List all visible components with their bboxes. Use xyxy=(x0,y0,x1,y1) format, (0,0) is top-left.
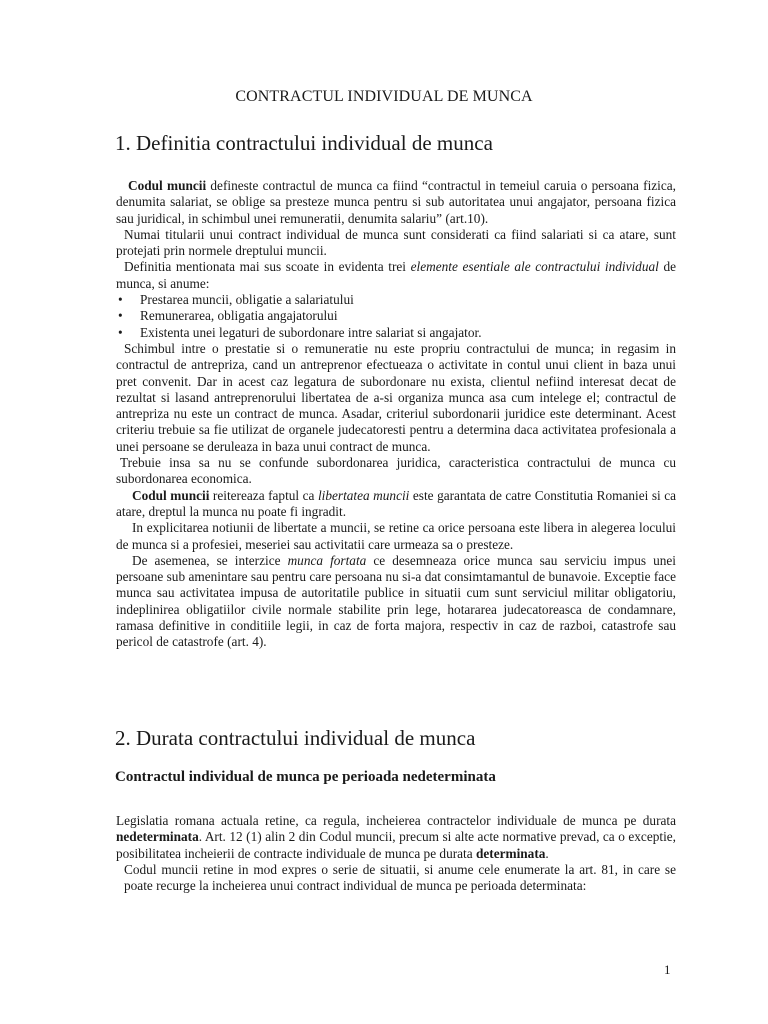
paragraph-libertatea-muncii: Codul muncii reitereaza faptul ca libertatea muncii este garantata de catre Constitutia Romaniei si ca atare, dreptul la munca nu poate fi ingradit. xyxy=(116,487,677,519)
paragraph-antrepriza: Schimbul intre o prestatie si o remuneratie nu este propriu contractului de munca; in regasim in contractul de antrepriza, cand un antreprenor efectueaza o activitate in contul unui client in baza unui pret convenit. Dar in acest caz legatura de subordonare nu exista, clientul nefiind interesat decat de rezultat si lasand antreprenorului libertatea de a-si organiza munca asa cum intelege el; contractul de antrepriza nu este un contract de munca. Asadar, criteriul subordonarii juridice este determinant. Acest criteriu trebuie sa fie utilizat de organele judecatoresti pentru a determina daca activitatea profesionala a unei persoane se deruleaza in baza unui contract de munca. xyxy=(116,340,676,454)
italic-term: munca fortata xyxy=(287,552,367,568)
paragraph-explicitarea: In explicitarea notiunii de libertate a muncii, se retine ca orice persoana este libera in alegerea locului de munca si a profesiei, meseriei sau activitatii care urmeaza sa o presteze. xyxy=(116,520,676,552)
paragraph-legislatia: Legislatia romana actuala retine, ca regula, incheierea contractelor individuale de munca pe durata nedeterminata. Art. 12 (1) alin 2 din Codul muncii, precum si alte acte normative prevad, ca o exceptie, posibilitatea incheierii de contracte individuale de munca pe durata determinata. xyxy=(116,813,676,861)
list-item: • Prestarea muncii, obligatie a salariatului xyxy=(118,292,354,308)
bullet-icon: • xyxy=(118,324,123,340)
paragraph-elemente: Definitia mentionata mai sus scoate in evidenta trei elemente esentiale ale contractului individual de munca, si anume: xyxy=(116,259,676,291)
page-number: 1 xyxy=(664,962,671,977)
paragraph-munca-fortata: De asemenea, se interzice munca fortata ce desemneaza orice munca sau serviciu impus unei persoane sub amenintare sau pentru care persoana nu si-a dat consimtamantul de bunavoie. Exceptie face munca sau activitatea impusa de autoritatile publice in situatii cum sunt serviciul militar obligatoriu, indeplinirea obligatiilor civile normale stabilite prin lege, hotararea judecatoreasca de condamnare, ramasa definitive in conditiile legii, in caz de forta majora, respectiv in caz de razboi, catastrofe sau pericol de catastrofe (art. 4). xyxy=(116,552,677,650)
elements-list xyxy=(116,292,676,341)
document-title: CONTRACTUL INDIVIDUAL DE MUNCA xyxy=(235,88,533,105)
italic-term: elemente esentiale ale contractului individual xyxy=(410,259,659,275)
bullet-icon: • xyxy=(118,308,123,324)
section-2-body xyxy=(116,813,676,894)
section-2-heading: 2. Durata contractului individual de munca xyxy=(115,726,476,750)
bold-term: determinata xyxy=(475,845,546,861)
bullet-icon: • xyxy=(118,292,123,308)
paragraph-art-81: Codul muncii retine in mod expres o serie de situatii, si anume cele enumerate la art. 81, in care se poate recurge la incheierea unui contract individual de munca pe perioada determinata: xyxy=(124,861,676,894)
paragraph-definition: Codul muncii defineste contractul de munca ca fiind “contractul in temeiul caruia o persoana fizica, denumita salariat, se oblige sa presteze munca pentru si sub autoritatea unui angajator, persoana fizica sau juridical, in schimbul unei remuneratii, denumita salariu” (art.10). xyxy=(116,178,677,226)
paragraph-subordonare: Trebuie insa sa nu se confunde subordonarea juridica, caracteristica contractului de munca cu subordonarea economica. xyxy=(116,455,676,487)
section-2-subheading: Contractul individual de munca pe perioada nedeterminata xyxy=(115,769,496,785)
bold-term: nedeterminata xyxy=(116,829,199,845)
bold-term: Codul muncii xyxy=(128,178,207,193)
list-item: • Remunerarea, obligatia angajatorului xyxy=(118,308,338,324)
list-item: • Existenta unei legaturi de subordonare intre salariat si angajator. xyxy=(118,324,482,340)
section-1-heading: 1. Definitia contractului individual de munca xyxy=(115,131,493,155)
italic-term: libertatea muncii xyxy=(317,487,410,503)
paragraph-salariati: Numai titularii unui contract individual de munca sunt considerati ca fiind salariati si ca atare, sunt protejati prin normele dreptului muncii. xyxy=(116,226,676,259)
bold-term: Codul muncii xyxy=(132,487,210,503)
section-1-body xyxy=(116,178,676,651)
